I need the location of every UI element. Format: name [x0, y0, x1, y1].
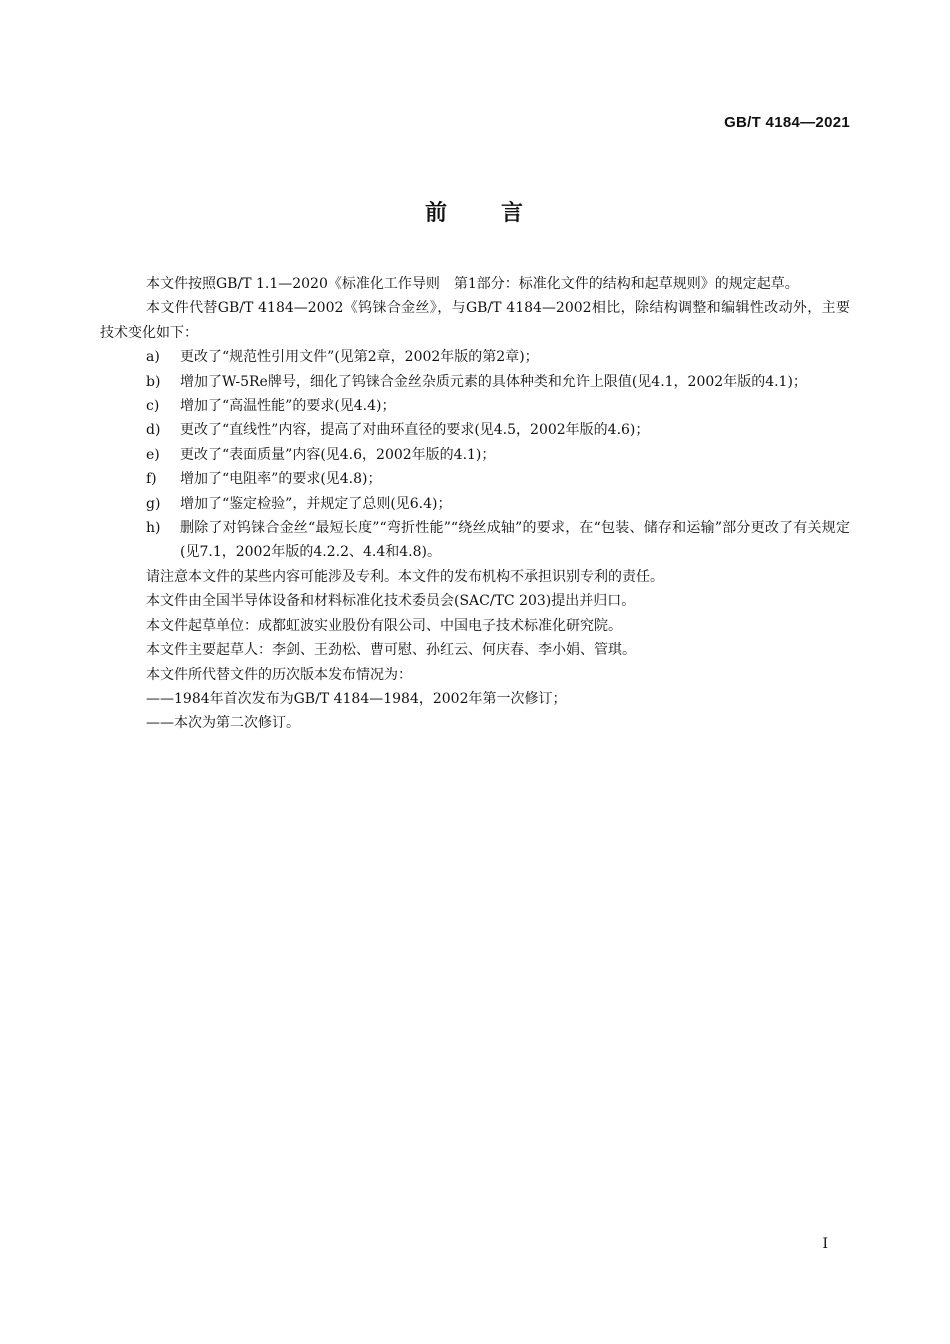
paragraph-drafting-rules: 本文件按照GB/T 1.1—2020《标准化工作导则 第1部分：标准化文件的结构和起草规则》的规定起草。 [146, 276, 799, 292]
paragraph-proposer: 本文件由全国半导体设备和材料标准化技术委员会(SAC/TC 203)提出并归口。 [146, 593, 636, 610]
change-item [100, 418, 850, 442]
change-item-text: 增加了“高温性能”的要求(见4.4)； [180, 398, 396, 415]
change-item-text: 更改了“表面质量”内容(见4.6，2002年版的4.1)； [180, 446, 496, 463]
change-item [100, 345, 850, 369]
page-title [0, 196, 950, 227]
change-item-mark: f) [146, 471, 157, 488]
change-item [100, 467, 850, 491]
paragraph-drafting-units: 本文件起草单位：成都虹波实业股份有限公司、中国电子技术标准化研究院。 [146, 617, 622, 634]
change-item-mark: g) [146, 495, 161, 512]
change-item-mark: e) [146, 446, 160, 463]
title-char-1: 前 [424, 201, 449, 226]
change-item-mark: a) [146, 349, 160, 366]
change-item [100, 443, 850, 467]
change-item [100, 370, 850, 394]
change-item-text: 增加了“鉴定检验”，并规定了总则(见6.4)； [180, 495, 452, 512]
change-item-text: 更改了“直线性”内容，提高了对曲环直径的要求(见4.5，2002年版的4.6)； [180, 422, 650, 439]
change-item-text: 增加了“电阻率”的要求(见4.8)； [180, 471, 382, 488]
foreword-body [100, 272, 850, 736]
history-item: ——1984年首次发布为GB/T 4184—1984，2002年第一次修订； [146, 690, 567, 707]
change-item [100, 516, 850, 565]
change-item-mark: d) [146, 422, 161, 439]
change-item [100, 394, 850, 418]
paragraph-drafters: 本文件主要起草人：李剑、王劲松、曹可慰、孙红云、何庆春、李小娟、管琪。 [146, 642, 636, 659]
change-item-text: 删除了对钨铼合金丝“最短长度”“弯折性能”“绕丝成轴”的要求，在“包装、储存和运输”部分更改了有关规定(见7.1，2002年版的4.2.2、4.4和4.8)。 [180, 520, 850, 561]
change-item-mark: b) [146, 373, 161, 390]
change-item-mark: h) [146, 520, 161, 537]
title-char-2: 言 [501, 201, 526, 226]
history-item: ——本次为第二次修订。 [146, 715, 300, 732]
paragraph-replacement: 本文件代替GB/T 4184—2002《钨铼合金丝》，与GB/T 4184—2002相比，除结构调整和编辑性改动外，主要技术变化如下： [100, 300, 850, 341]
change-item-mark: c) [146, 398, 160, 415]
paragraph-patent-notice: 请注意本文件的某些内容可能涉及专利。本文件的发布机构不承担识别专利的责任。 [146, 568, 664, 585]
change-item [100, 492, 850, 516]
page-number: I [822, 1236, 828, 1252]
standard-number: GB/T 4184—2021 [724, 114, 850, 131]
paragraph-history-intro: 本文件所代替文件的历次版本发布情况为： [146, 666, 412, 683]
change-item-text: 增加了W-5Re牌号，细化了钨铼合金丝杂质元素的具体种类和允许上限值(见4.1，2002年版的4.1)； [180, 373, 807, 390]
change-item-text: 更改了“规范性引用文件”(见第2章，2002年版的第2章)； [180, 349, 539, 366]
